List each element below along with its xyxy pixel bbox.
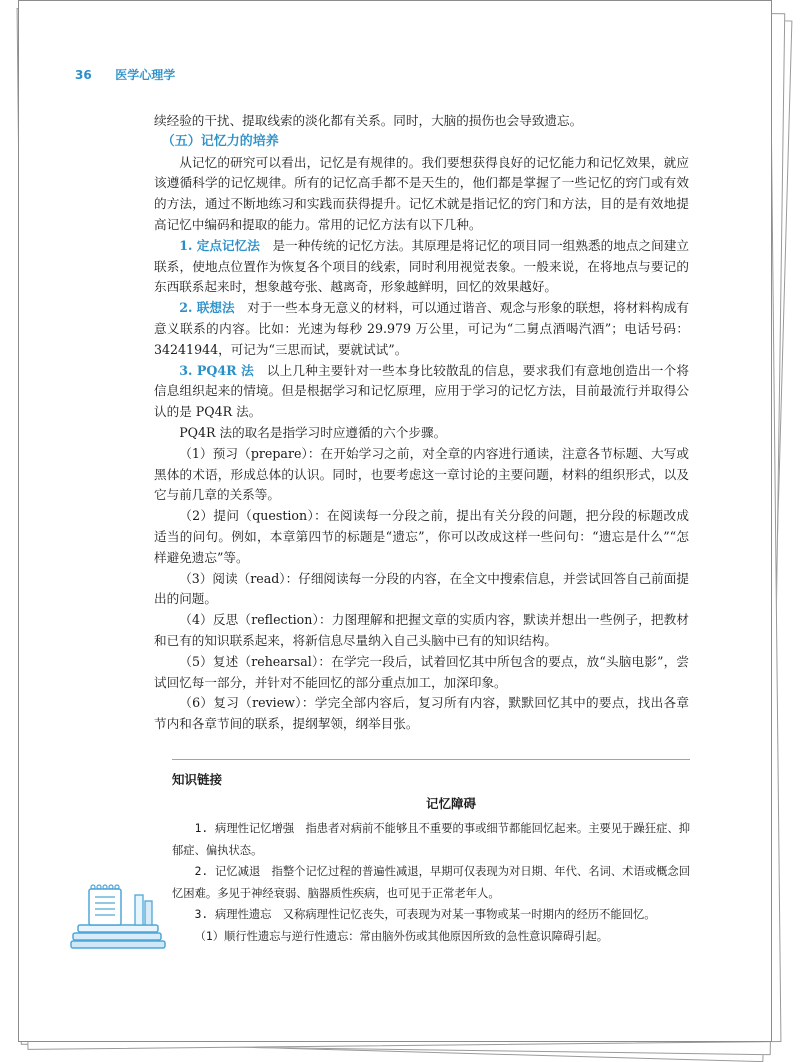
- method-2-label: 2. 联想法: [179, 300, 235, 316]
- method-3-label: 3. PQ4R 法: [179, 362, 254, 378]
- knowledge-item: （1）顺行性遗忘与逆行性遗忘：常由脑外伤或其他原因所致的急性意识障碍引起。: [194, 929, 609, 943]
- method-1-paragraph: [154, 236, 689, 298]
- method-3-text: 以上几种主要针对一些本身比较散乱的信息，要求我们有意地创造出一个将信息组织起来的情境。但是根据学习和记忆原理，应用于学习的记忆方法，目前最流行并取得公认的是 PQ4R 法。: [154, 362, 690, 420]
- section-title: （五）记忆力的培养: [161, 133, 279, 149]
- knowledge-item: 1. 病理性记忆增强 指患者对病前不能够且不重要的事或细节都能回忆起来。主要见于躁狂症、抑郁症、偏执状态。: [172, 822, 690, 857]
- page: [18, 0, 772, 1042]
- knowledge-item: 3. 病理性遗忘 又称病理性记忆丧失，可表现为对某一事物或某一时期内的经历不能回忆。: [194, 908, 656, 922]
- method-1-label: 1. 定点记忆法: [179, 237, 260, 253]
- page-number: 36: [75, 68, 92, 82]
- knowledge-link-body: [172, 818, 690, 948]
- knowledge-item: 2. 记忆减退 指整个记忆过程的普遍性减退，早期可仅表现为对日期、年代、名词、术语或概念回忆困难。多见于神经衰弱、脑器质性疾病，也可见于正常老年人。: [172, 865, 690, 900]
- step-paragraph: （3）阅读（read）：仔细阅读每一分段的内容，在全文中搜索信息，并尝试回答自己前面提出的问题。: [154, 570, 689, 607]
- main-text: [154, 111, 689, 735]
- step-paragraph: （4）反思（reflection）：力图理解和把握文章的实质内容，默读并想出一些例子，把教材和已有的知识联系起来，将新信息尽量纳入自己头脑中已有的知识结构。: [154, 612, 689, 648]
- knowledge-link-label: 知识链接: [172, 772, 223, 787]
- knowledge-link-box: [172, 759, 690, 948]
- step-paragraph: （2）提问（question）：在阅读每一分段之前，提出有关分段的问题，把分段的标题改成适当的问句。例如，本章第四节的标题是“遗忘”，你可以改成这样一些问句：“遗忘是什么”“怎样避免遗忘”等。: [154, 508, 689, 565]
- intro-paragraph: 从记忆的研究可以看出，记忆是有规律的。我们要想获得良好的记忆能力和记忆效果，就应该遵循科学的记忆规律。所有的记忆高手都不是天生的，他们都是掌握了一些记忆的窍门或有效的方法，通过不断地练习和实践而获得提升。记忆术就是指记忆的窍门和方法，目的是有效地提高记忆中编码和提取的能力。常用的记忆方法有以下几种。: [154, 154, 689, 232]
- method-2-paragraph: [154, 298, 689, 360]
- step-paragraph: （5）复述（rehearsal）：在学完一段后，试着回忆其中所包含的要点，放“头脑电影”，尝试回忆每一部分，并针对不能回忆的部分重点加工，加深印象。: [154, 653, 689, 690]
- book-title: 医学心理学: [115, 68, 176, 82]
- method-3-paragraph: [154, 361, 689, 423]
- method-2-text: 对于一些本身无意义的材料，可以通过谐音、观念与形象的联想，将材料构成有意义联系的内容。比如：光速为每秒 29.979 万公里，可记为“二舅点酒喝汽酒”；电话号码：34241944，可记为“三思而试，要就试试”。: [154, 300, 689, 357]
- knowledge-link-title: 记忆障碍: [425, 796, 476, 811]
- running-header: [75, 66, 175, 86]
- intro-line: 续经验的干扰、提取线索的淡化都有关系。同时，大脑的损伤也会导致遗忘。: [154, 113, 583, 128]
- step-paragraph: （1）预习（prepare）：在开始学习之前，对全章的内容进行通读，注意各节标题、大写或黑体的术语，形成总体的认识。同时，也要考虑这一章讨论的主要问题，材料的组织形式，以及它与前几章的关系等。: [154, 445, 689, 503]
- method-1-text: 是一种传统的记忆方法。其原理是将记忆的项目同一组熟悉的地点之间建立联系，使地点位置作为恢复各个项目的线索，同时利用视觉表象。一般来说，在将地点与要记的东西联系起来时，想象越夸张、越离奇，形象越鲜明，回忆的效果越好。: [154, 237, 689, 295]
- step-paragraph: （6）复习（review）：学完全部内容后，复习所有内容，默默回忆其中的要点，找出各章节内和各章节间的联系，提纲挈领，纲举目张。: [154, 695, 689, 732]
- books-notebook-icon: [69, 881, 169, 953]
- pq4r-intro: PQ4R 法的取名是指学习时应遵循的六个步骤。: [179, 424, 447, 440]
- box-top-rule: [172, 759, 690, 760]
